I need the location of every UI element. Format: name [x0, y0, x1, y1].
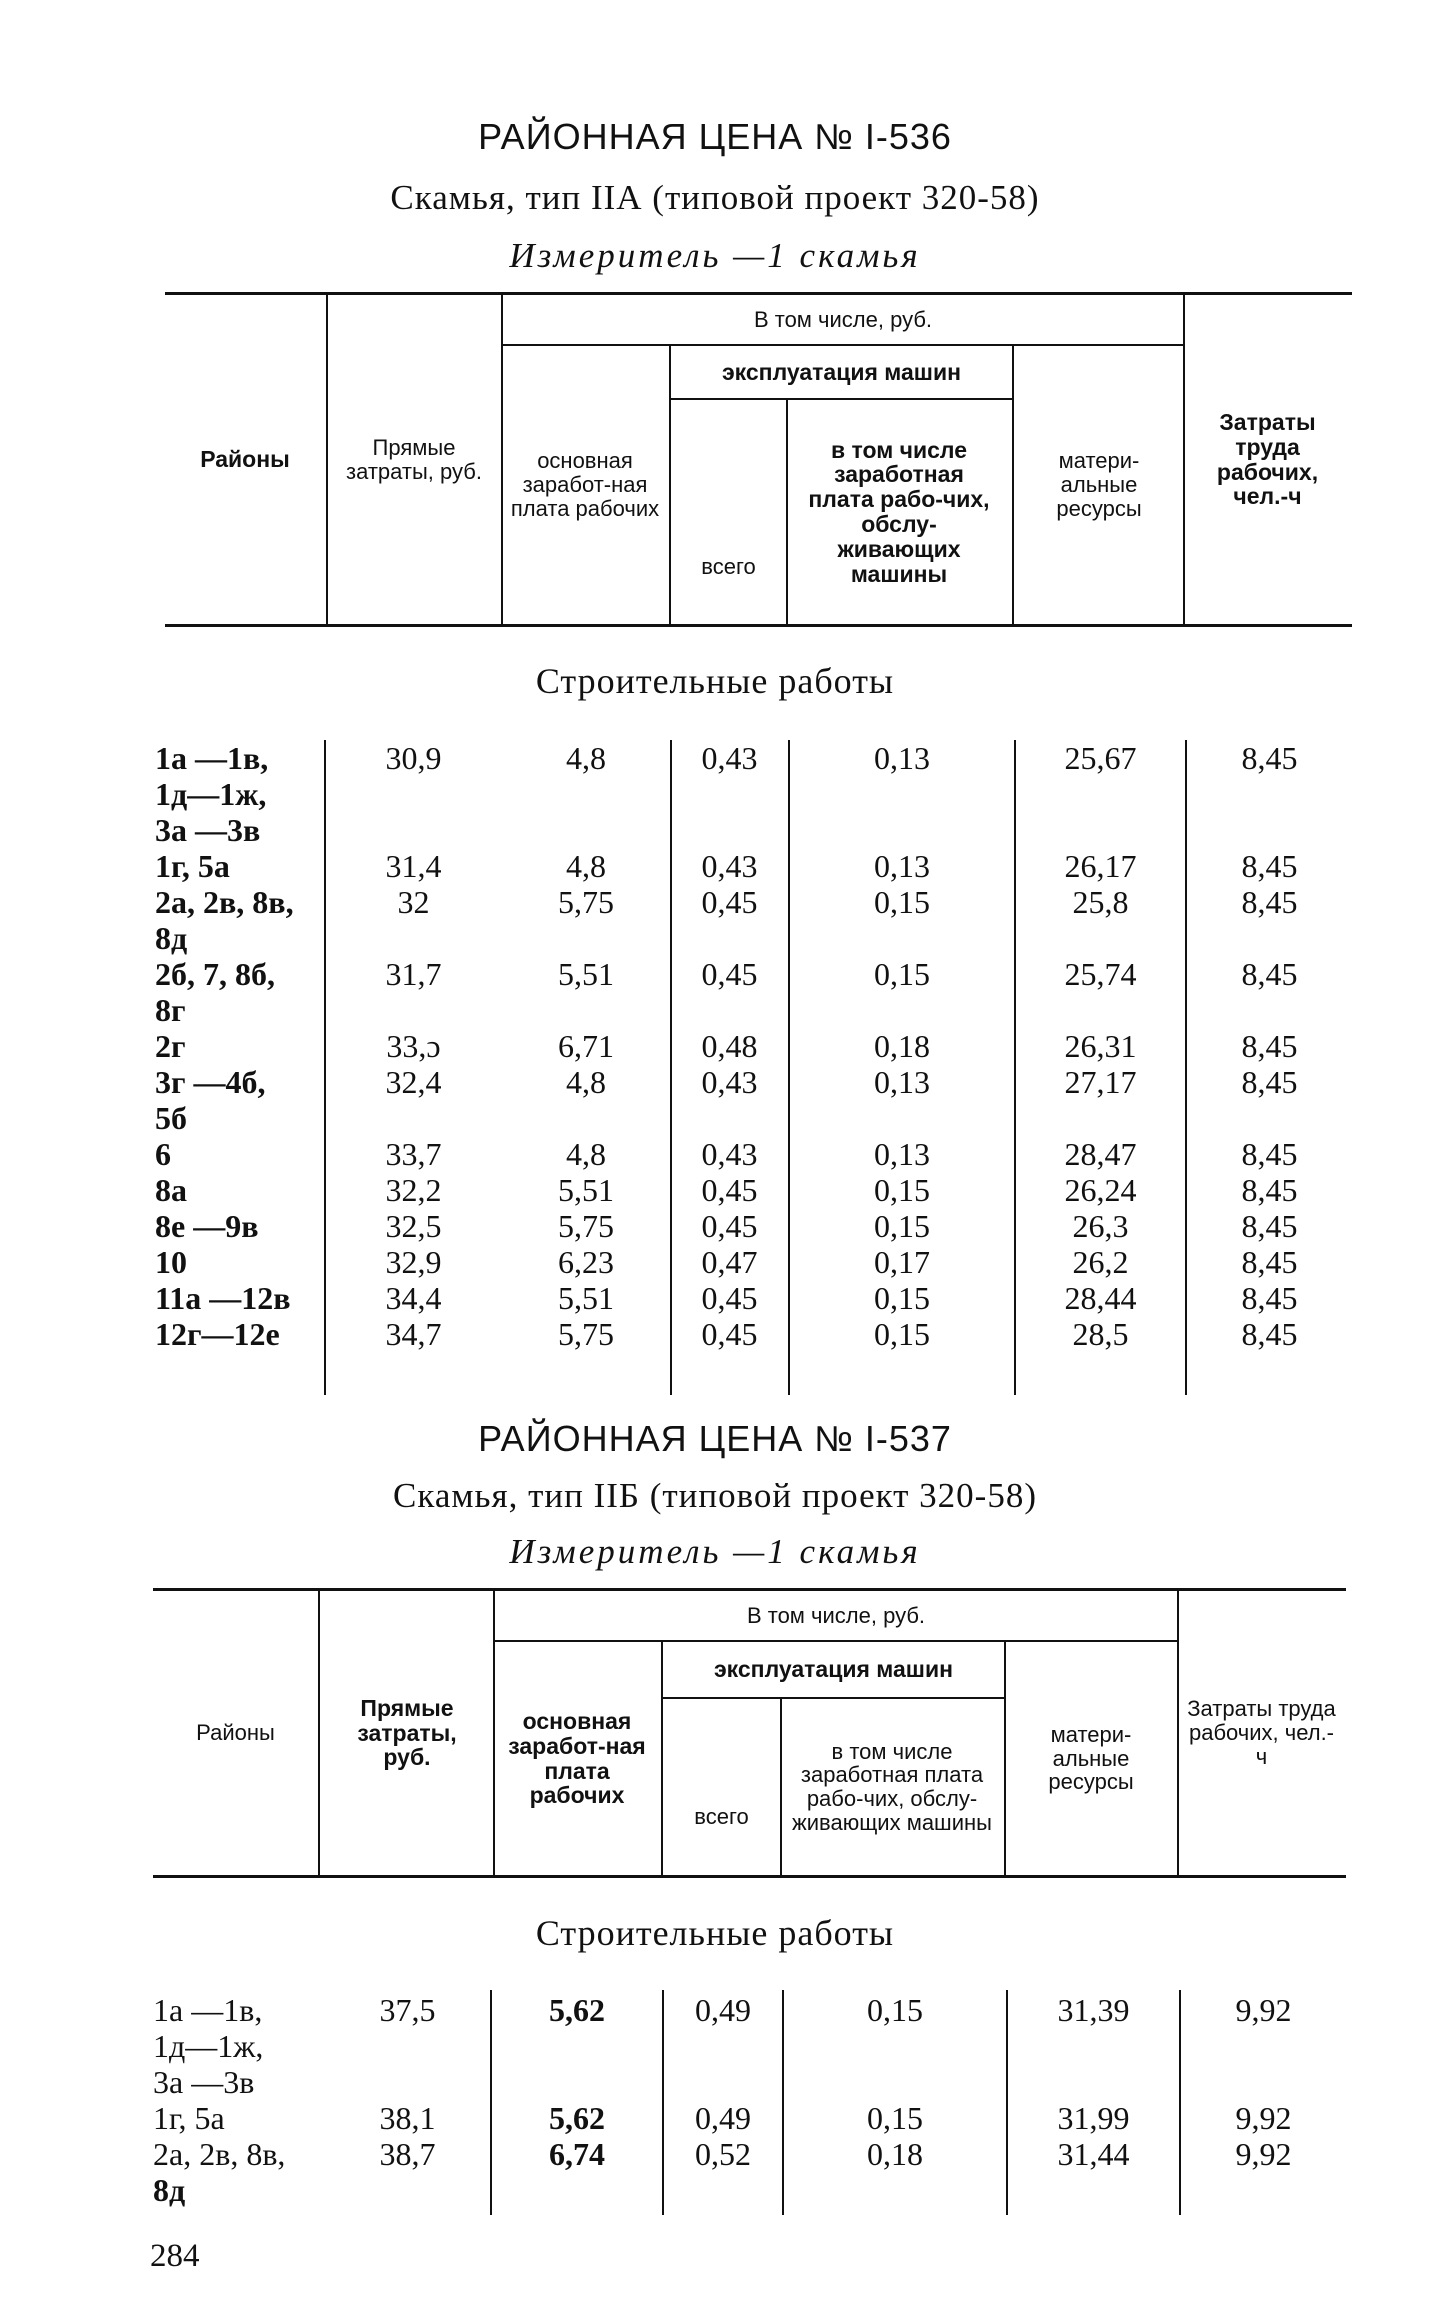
- table-cell-machines-total: 0,45: [701, 1280, 758, 1316]
- header-materials: матери-альные ресурсы: [1048, 1721, 1134, 1795]
- table-cell-machines-total: 0,45: [701, 1172, 758, 1208]
- region-line: 2а, 2в, 8в,: [153, 2136, 286, 2172]
- table-cell-direct: 34,4: [385, 1280, 442, 1316]
- table-cell-machines-total: 0,52: [695, 2136, 751, 2172]
- table-cell-wage: 5,75: [558, 1316, 614, 1352]
- table-cell-machines-wage: 0,15: [874, 884, 930, 920]
- table-cell-wage: 6,74: [549, 2136, 605, 2172]
- table-cell-materials: 31,99: [1057, 2100, 1130, 2136]
- header-column-divider: [786, 400, 788, 624]
- table-cell-materials: 25,67: [1064, 740, 1137, 776]
- header-column-divider: [318, 1591, 320, 1875]
- table-cell-materials: 26,2: [1072, 1244, 1129, 1280]
- table-cell-direct: 30,9: [385, 740, 442, 776]
- header-column-divider: [780, 1699, 782, 1875]
- table-cell-machines-wage: 0,13: [874, 740, 930, 776]
- region-line: 10: [155, 1244, 187, 1280]
- header-direct-costs: Прямые затраты, руб.: [346, 434, 482, 484]
- region-line: 1г, 5а: [153, 2100, 225, 2136]
- region-line: 6: [155, 1136, 171, 1172]
- region-line: 8г: [155, 992, 186, 1028]
- table-cell-region: [153, 1992, 323, 2100]
- table-cell-machines-wage: 0,13: [874, 1136, 930, 1172]
- table-cell-machines-total: 0,45: [701, 1208, 758, 1244]
- region-line: 1а —1в,: [155, 740, 269, 776]
- table-cell-wage: 6,71: [558, 1028, 614, 1064]
- table-cell-region: [155, 1064, 325, 1136]
- table-cell-region: [155, 1136, 325, 1172]
- table-cell-machines-total: 0,43: [701, 1136, 758, 1172]
- header-machine-operation: эксплуатация машин: [721, 358, 962, 385]
- header-labor: Затраты труда рабочих, чел.-ч: [1216, 408, 1319, 510]
- table-header-rule: [153, 1875, 1346, 1878]
- table-cell-labor: 8,45: [1241, 1280, 1298, 1316]
- table-cell-machines-total: 0,49: [695, 1992, 751, 2028]
- table-cell-machines-wage: 0,17: [874, 1244, 930, 1280]
- table-cell-region: [155, 1244, 325, 1280]
- table-cell-materials: 28,47: [1064, 1136, 1137, 1172]
- table-cell-labor: 8,45: [1241, 1064, 1298, 1100]
- table-cell-direct: 33,ɔ: [386, 1028, 441, 1064]
- table-cell-labor: 8,45: [1241, 1208, 1298, 1244]
- header-labor: Затраты труда рабочих, чел.-ч: [1187, 1696, 1336, 1769]
- table-cell-machines-wage: 0,15: [874, 1172, 930, 1208]
- header-column-divider: [1183, 295, 1185, 624]
- region-line: 2б, 7, 8б,: [155, 956, 275, 992]
- price-subtitle: Скамья, тип IIА (типовой проект 320-58): [390, 178, 1040, 217]
- table-cell-labor: 8,45: [1241, 740, 1298, 776]
- table-cell-region: [153, 2100, 323, 2136]
- table-cell-region: [155, 956, 325, 1028]
- table-cell-materials: 28,5: [1072, 1316, 1129, 1352]
- price-subtitle: Скамья, тип IIБ (типовой проект 320-58): [393, 1476, 1037, 1515]
- table-cell-materials: 28,44: [1064, 1280, 1137, 1316]
- table-cell-wage: 5,75: [558, 1208, 614, 1244]
- table-cell-wage: 5,62: [549, 2100, 605, 2136]
- table-cell-wage: 6,23: [558, 1244, 614, 1280]
- table-cell-direct: 32,4: [385, 1064, 442, 1100]
- region-line: 3а —3в: [155, 812, 261, 848]
- table-cell-region: [155, 740, 325, 848]
- table-cell-direct: 33,7: [385, 1136, 442, 1172]
- table-cell-materials: 31,39: [1057, 1992, 1130, 2028]
- header-machines-total: всего: [694, 1804, 749, 1830]
- table-cell-region: [153, 2136, 323, 2208]
- table-cell-materials: 26,24: [1064, 1172, 1137, 1208]
- region-line: 1а —1в,: [153, 1992, 263, 2028]
- table-cell-materials: 26,3: [1072, 1208, 1129, 1244]
- header-machines-wage: в том числе заработная плата рабо-чих, обслу-живающих машины: [792, 1738, 992, 1835]
- table-cell-machines-total: 0,48: [701, 1028, 758, 1064]
- table-cell-labor: 8,45: [1241, 956, 1298, 992]
- table-cell-wage: 5,51: [558, 1172, 614, 1208]
- header-machines-wage: в том числе заработная плата рабо-чих, обслу-живающих машины: [808, 436, 990, 587]
- table-cell-machines-wage: 0,15: [874, 1316, 930, 1352]
- table-cell-labor: 8,45: [1241, 1028, 1298, 1064]
- table-cell-labor: 8,45: [1241, 1316, 1298, 1352]
- table-cell-machines-wage: 0,15: [867, 1992, 923, 2028]
- table-cell-direct: 37,5: [379, 1992, 436, 2028]
- table-cell-machines-total: 0,47: [701, 1244, 758, 1280]
- region-line: 3г —4б,: [155, 1064, 266, 1100]
- table-cell-machines-wage: 0,13: [874, 848, 930, 884]
- table-cell-machines-wage: 0,15: [874, 956, 930, 992]
- table-cell-machines-total: 0,49: [695, 2100, 751, 2136]
- table-cell-wage: 4,8: [566, 848, 606, 884]
- table-cell-wage: 5,75: [558, 884, 614, 920]
- region-line: 1г, 5а: [155, 848, 230, 884]
- table-cell-materials: 26,31: [1064, 1028, 1137, 1064]
- table-cell-machines-wage: 0,18: [867, 2136, 923, 2172]
- table-cell-labor: 8,45: [1241, 1244, 1298, 1280]
- region-line: 8д: [155, 920, 188, 956]
- table-cell-materials: 31,44: [1057, 2136, 1130, 2172]
- table-cell-region: [155, 1028, 325, 1064]
- header-machines-total: всего: [701, 554, 756, 580]
- table-cell-labor: 9,92: [1235, 2136, 1292, 2172]
- table-cell-wage: 5,51: [558, 1280, 614, 1316]
- table-cell-materials: 25,74: [1064, 956, 1137, 992]
- header-base-wage: основная заработ-ная плата рабочих: [510, 448, 660, 521]
- table-cell-labor: 8,45: [1241, 884, 1298, 920]
- header-machine-operation: эксплуатация машин: [713, 1656, 954, 1683]
- price-measure: Измеритель —1 скамья: [509, 236, 921, 275]
- region-line: 12г—12е: [155, 1316, 280, 1352]
- price-title: РАЙОННАЯ ЦЕНА № I-537: [478, 1418, 952, 1459]
- header-materials: матери-альные ресурсы: [1056, 448, 1142, 521]
- region-line: 8д: [153, 2172, 186, 2208]
- table-cell-region: [155, 1172, 325, 1208]
- table-cell-region: [155, 1316, 325, 1352]
- page-number: 284: [150, 2238, 200, 2274]
- table-cell-labor: 8,45: [1241, 1136, 1298, 1172]
- price-title: РАЙОННАЯ ЦЕНА № I-536: [478, 116, 952, 157]
- table-cell-machines-wage: 0,15: [867, 2100, 923, 2136]
- table-cell-labor: 9,92: [1235, 2100, 1292, 2136]
- table-cell-labor: 8,45: [1241, 1172, 1298, 1208]
- header-including: В том числе, руб.: [753, 306, 933, 332]
- table-cell-direct: 31,4: [385, 848, 442, 884]
- table-cell-direct: 32,2: [385, 1172, 442, 1208]
- region-line: 11а —12в: [155, 1280, 291, 1316]
- region-line: 2а, 2в, 8в,: [155, 884, 294, 920]
- header-column-divider: [1004, 1642, 1006, 1875]
- header-base-wage: основная заработ-ная плата рабочих: [508, 1707, 646, 1809]
- table-cell-wage: 4,8: [566, 1136, 606, 1172]
- table-cell-machines-total: 0,43: [701, 740, 758, 776]
- table-cell-labor: 8,45: [1241, 848, 1298, 884]
- header-regions: Районы: [196, 1720, 275, 1746]
- header-column-divider: [1012, 346, 1014, 624]
- header-direct-costs: Прямые затраты, руб.: [357, 1694, 457, 1771]
- table-header-rule: [165, 624, 1352, 627]
- table-cell-direct: 32: [397, 884, 430, 920]
- header-regions: Районы: [200, 446, 290, 473]
- region-line: 8а: [155, 1172, 187, 1208]
- table-cell-materials: 27,17: [1064, 1064, 1137, 1100]
- table-cell-region: [155, 1208, 325, 1244]
- table-cell-wage: 5,62: [549, 1992, 605, 2028]
- region-line: 1д—1ж,: [155, 776, 267, 812]
- table-cell-direct: 32,9: [385, 1244, 442, 1280]
- table-cell-labor: 9,92: [1235, 1992, 1292, 2028]
- header-column-divider: [326, 295, 328, 624]
- header-column-divider: [1177, 1591, 1179, 1875]
- table-cell-machines-total: 0,45: [701, 956, 758, 992]
- table-cell-region: [155, 884, 325, 956]
- region-line: 1д—1ж,: [153, 2028, 264, 2064]
- region-line: 2г: [155, 1028, 186, 1064]
- table-cell-machines-wage: 0,15: [874, 1208, 930, 1244]
- table-cell-materials: 26,17: [1064, 848, 1137, 884]
- table-cell-machines-wage: 0,18: [874, 1028, 930, 1064]
- table-cell-direct: 31,7: [385, 956, 442, 992]
- table-cell-region: [155, 1280, 325, 1316]
- table-cell-machines-wage: 0,13: [874, 1064, 930, 1100]
- table-cell-machines-total: 0,45: [701, 884, 758, 920]
- table-cell-region: [155, 848, 325, 884]
- price-measure: Измеритель —1 скамья: [509, 1532, 921, 1571]
- table-cell-direct: 38,7: [379, 2136, 436, 2172]
- table-cell-materials: 25,8: [1072, 884, 1129, 920]
- table-cell-direct: 32,5: [385, 1208, 442, 1244]
- table-cell-machines-total: 0,43: [701, 1064, 758, 1100]
- table-cell-wage: 5,51: [558, 956, 614, 992]
- section-label: Строительные работы: [535, 661, 895, 701]
- table-cell-wage: 4,8: [566, 740, 606, 776]
- table-cell-machines-total: 0,43: [701, 848, 758, 884]
- region-line: 3а —3в: [153, 2064, 255, 2100]
- table-cell-machines-total: 0,45: [701, 1316, 758, 1352]
- table-cell-machines-wage: 0,15: [874, 1280, 930, 1316]
- table-cell-wage: 4,8: [566, 1064, 606, 1100]
- region-line: 8е —9в: [155, 1208, 259, 1244]
- header-including: В том числе, руб.: [746, 1602, 926, 1628]
- section-label: Строительные работы: [535, 1913, 895, 1953]
- region-line: 5б: [155, 1100, 187, 1136]
- table-cell-direct: 38,1: [379, 2100, 436, 2136]
- table-cell-direct: 34,7: [385, 1316, 442, 1352]
- header-column-divider: [501, 295, 503, 624]
